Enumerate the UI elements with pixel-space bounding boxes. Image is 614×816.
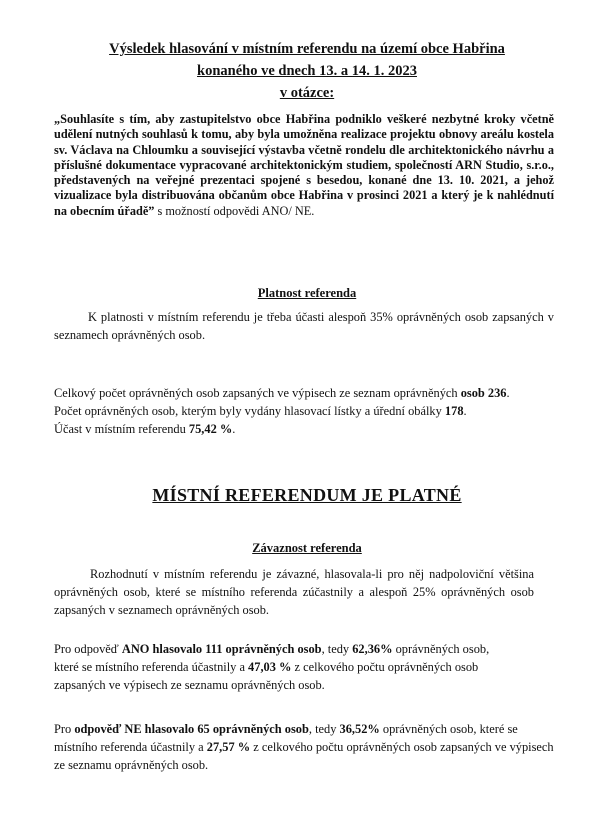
document-subtitle-question: v otázce: [279,85,335,101]
yes-share-participants: 62,36% [352,642,393,656]
turnout-end: . [232,422,236,436]
no-t1: Pro [54,722,75,736]
question-text: „Souhlasíte s tím, aby zastupitelstvo obce Habřina podniklo veškeré nezbytné kroky včetně udělení nutných souhlasů k tomu, aby byla umožněna realizace projektu obnovy areálu kostela sv. Václava na Chloumku a související výstavba včetně rondelu dle architektonického návrhu a příslušné dokumentace vypracované architektonickým studiem, společností ARN Studio, s.r.o., představených na veřejné prezentaci spojené s besedou, konané dne 13. 10. 2021, a jehož vizualizace byla distribuována občanům obce Habřina v prosinci 2021 a který je k nahlédnutí na obecním úřadě” [54,112,554,218]
eligible-voters-count: osob 236 [460,386,507,400]
eligible-voters-text: Celkový počet oprávněných osob zapsaných ve výpisech ze seznam oprávněných [54,386,461,400]
eligible-voters-end: . [506,386,510,400]
eligible-voters-line [54,384,574,402]
binding-rule: Rozhodnutí v místním referendu je závazné, hlasovala-li pro něj nadpoloviční většina oprávněných osob, které se místního referenda zúčastnily a alespoň 25% oprávněných osob zapsaných v seznamech oprávněných osob. [54,567,534,617]
referendum-valid-banner: MÍSTNÍ REFERENDUM JE PLATNÉ [152,485,462,505]
no-share-eligible: 27,57 % [206,740,251,754]
no-t3: oprávněných osob, které se místního referenda účastnily a [54,722,518,754]
referendum-question [54,112,554,219]
ballots-issued-text: Počet oprávněných osob, kterým byly vydány hlasovací lístky a úřední obálky [54,404,445,418]
no-t4: z celkového počtu oprávněných osob zapsaných ve výpisech ze seznamu oprávněných osob. [54,740,554,772]
validity-rule: K platnosti v místním referendu je třeba účasti alespoň 35% oprávněných osob zapsaných v seznamech oprávněných osob. [54,310,554,342]
no-result [54,720,554,774]
yes-t2: , tedy [321,642,353,656]
no-votes: odpověď NE hlasovalo 65 oprávněných osob [74,722,309,736]
document-title: Výsledek hlasování v místním referendu na území obce Habřina [109,41,505,57]
binding-heading: Závaznost referenda [252,541,362,555]
no-t2: , tedy [308,722,340,736]
validity-heading: Platnost referenda [257,286,357,300]
yes-t3: oprávněných osob, které se místního referenda účastnily a [54,642,490,674]
no-share-participants: 36,52% [339,722,380,736]
document-subtitle-dates: konaného ve dnech 13. a 14. 1. 2023 [197,63,417,79]
ballots-issued-count: 178 [444,404,464,418]
yes-t1: Pro odpověď [54,642,122,656]
ballots-issued-line [54,402,574,420]
turnout-value: 75,42 % [188,422,233,436]
yes-share-eligible: 47,03 % [248,660,292,674]
yes-result [54,640,516,694]
turnout-line [54,420,574,438]
turnout-text: Účast v místním referendu [54,422,189,436]
yes-votes: ANO hlasovalo 111 oprávněných osob [121,642,322,656]
ballots-issued-end: . [463,404,467,418]
question-answer-options: s možností odpovědi ANO/ NE. [154,203,315,218]
yes-t4: z celkového počtu oprávněných osob zapsaných ve výpisech ze seznamu oprávněných osob. [54,660,479,692]
